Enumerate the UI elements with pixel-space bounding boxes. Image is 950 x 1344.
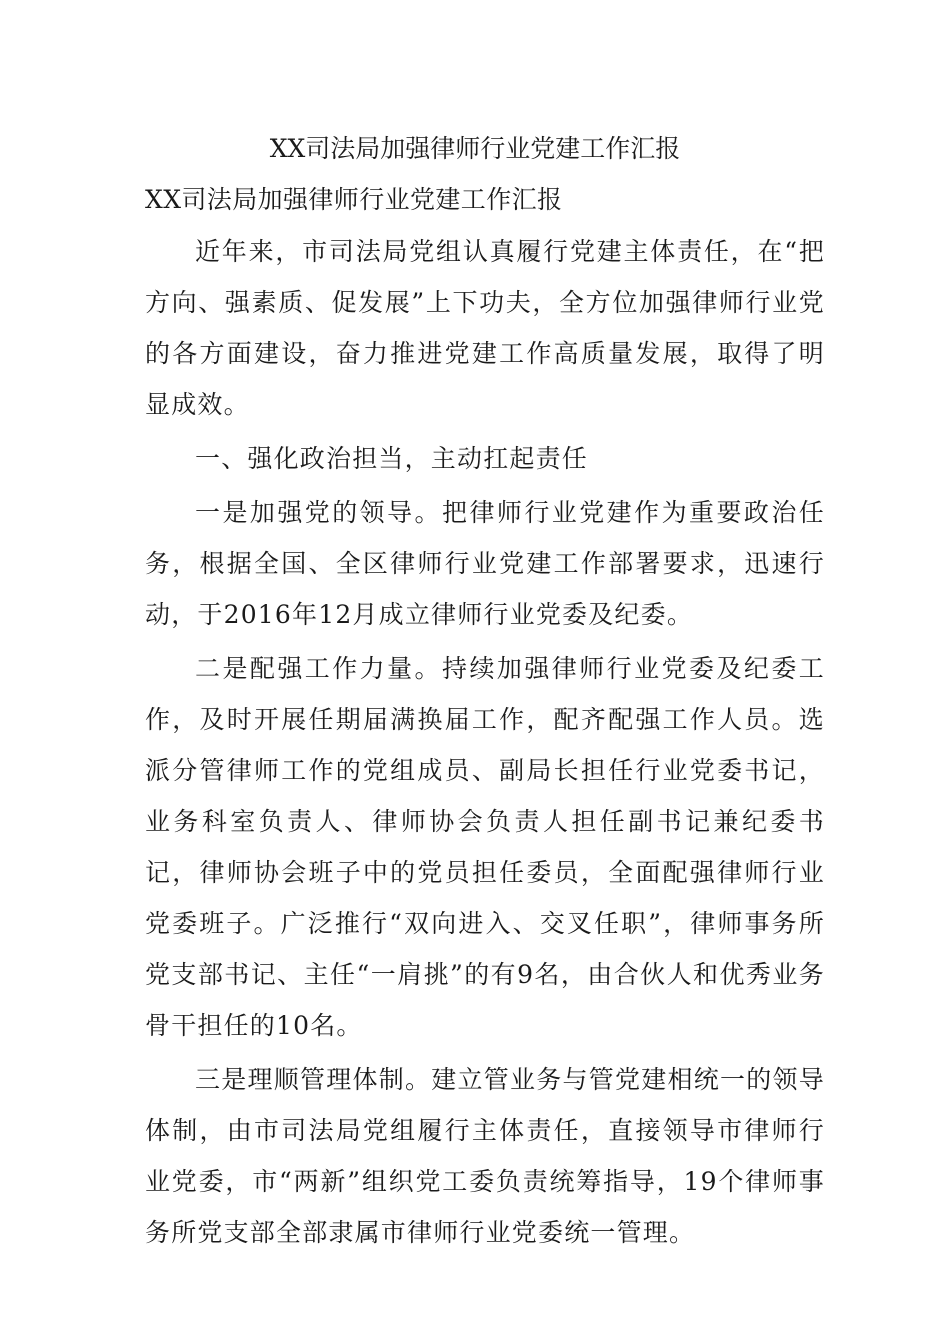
paragraph-intro: 近年来，市司法局党组认真履行党建主体责任，在“把方向、强素质、促发展”上下功夫，全方位加强律师行业党的各方面建设，奋力推进党建工作高质量发展，取得了明显成效。 — [145, 237, 825, 419]
document-body — [145, 176, 825, 1258]
document-subtitle: XX司法局加强律师行业党建工作汇报 — [145, 185, 563, 214]
section-heading-1: 一、强化政治担当，主动扛起责任 — [195, 444, 589, 473]
paragraph-party-leadership: 一是加强党的领导。把律师行业党建作为重要政治任务，根据全国、全区律师行业党建工作部署要求，迅速行动，于2016年12月成立律师行业党委及纪委。 — [145, 498, 825, 629]
document-title: XX司法局加强律师行业党建工作汇报 — [269, 134, 681, 163]
paragraph-management-system: 三是理顺管理体制。建立管业务与管党建相统一的领导体制，由市司法局党组履行主体责任，直接领导市律师行业党委，市“两新”组织党工委负责统筹指导，19个律师事务所党支部全部隶属市律师行业党委统一管理。 — [145, 1065, 825, 1247]
paragraph-work-force: 二是配强工作力量。持续加强律师行业党委及纪委工作，及时开展任期届满换届工作，配齐配强工作人员。选派分管律师工作的党组成员、副局长担任行业党委书记，业务科室负责人、律师协会负责人担任副书记兼纪委书记，律师协会班子中的党员担任委员，全面配强律师行业党委班子。广泛推行“双向进入、交叉任职”，律师事务所党支部书记、主任“一肩挑”的有9名，由合伙人和优秀业务骨干担任的10名。 — [145, 654, 825, 1040]
